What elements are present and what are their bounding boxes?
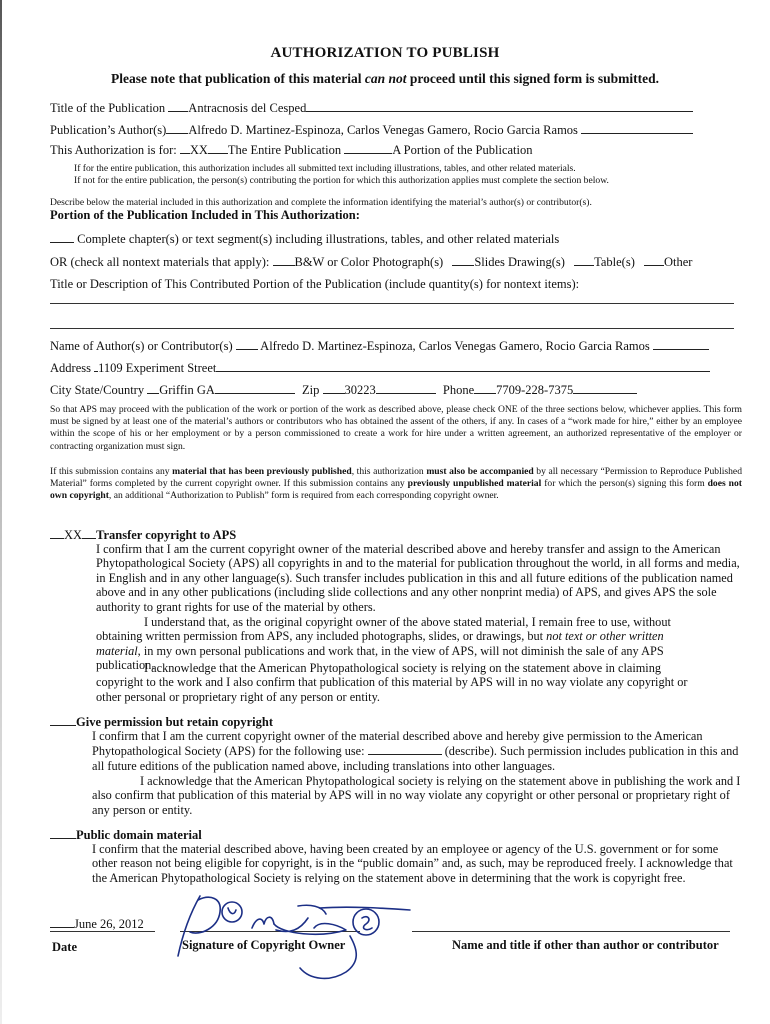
permission-p1-b: (describe). Such permission includes publication in this and all future editions of the publication named above, including translations into other languages. (92, 744, 739, 773)
form-note (0, 71, 770, 87)
p2-e: by all necessary “Permission to Reproduce Published Material” forms completed by the current copyright owner. If this submission contains any (50, 466, 742, 490)
signature-stroke-10 (300, 936, 356, 978)
signature-stroke-6 (298, 905, 326, 914)
signature-stroke-3 (228, 908, 236, 914)
permission-para-2: I acknowledge that the American Phytopathological society is relying on the statement above in publishing the work and I also confirm that publication of this material by APS will in no way violate any copyright or other personal or proprietary right of any person or entity. (92, 774, 741, 817)
address-row (50, 360, 710, 376)
p2-c: , this authorization (351, 466, 427, 477)
title-label: Title of the Publication (50, 101, 166, 115)
date-row (50, 916, 144, 932)
permission-p1-a: I confirm that I am the current copyright owner of the material described above and hereby give permission to the American Phytopathological Society (APS) for the following use: (92, 729, 703, 759)
scope-portion: A Portion of the Publication (392, 143, 533, 157)
other-label: Other (664, 255, 693, 269)
form-title: AUTHORIZATION TO PUBLISH (270, 45, 500, 61)
authors-value[interactable]: Alfredo D. Martinez-Espinoza, Carlos Venegas Gamero, Rocio Garcia Ramos (188, 123, 578, 137)
nontext-row (50, 254, 692, 270)
note-prefix: Please note that publication of this material (110, 71, 365, 86)
signature-stroke-8 (362, 917, 372, 930)
permission-para-1 (92, 729, 744, 773)
p2-a: If this submission contains any (50, 466, 173, 477)
complete-chapters-label: Complete chapter(s) or text segment(s) including illustrations, tables, and other related materials (77, 232, 560, 246)
signature-loop-1 (222, 902, 242, 922)
transfer-heading-row (50, 527, 236, 543)
permission-heading-row (50, 714, 273, 730)
note-suffix: proceed until this signed form is submitted. (406, 71, 660, 86)
slides-checkbox[interactable] (452, 254, 474, 266)
other-checkbox[interactable] (644, 254, 664, 266)
public-domain-heading: Public domain material (76, 828, 202, 842)
zip-label: Zip (302, 383, 320, 397)
bw-checkbox[interactable] (273, 254, 295, 266)
public-domain-checkbox[interactable] (50, 827, 76, 839)
description-line-1[interactable] (50, 303, 734, 304)
instructions-para-2 (50, 466, 742, 503)
zip-value[interactable]: 30223 (344, 383, 376, 397)
complete-chapters-checkbox[interactable] (50, 231, 74, 243)
permission-heading: Give permission but retain copyright (76, 715, 273, 729)
scope-mark-entire[interactable]: XX (189, 143, 208, 157)
transfer-p2-a: I understand that, as the original copyright owner of the above stated material, I remain free to use, without obtaining written permission from APS, any included photographs, slides, or drawings, but (96, 615, 671, 644)
names-row (50, 338, 709, 354)
authors-label: Publication’s Author(s) (50, 123, 167, 137)
city-value[interactable]: Griffin GA (159, 383, 215, 397)
description-label: Title or Description of This Contributed Portion of the Publication (include quantity(s) for nontext items): (50, 277, 580, 291)
tables-checkbox[interactable] (574, 254, 594, 266)
bw-label: B&W or Color Photograph(s) (294, 255, 444, 269)
phone-label: Phone (442, 383, 475, 397)
describe-text: Describe below the material included in this authorization and complete the information identifying the material’s author(s) or contributor(s). (50, 197, 592, 208)
signature-loop-2 (353, 909, 379, 935)
names-label: Name of Author(s) or Contributor(s) (50, 339, 233, 353)
transfer-para-1: I confirm that I am the current copyright owner of the material described above and hereby transfer and assign to the American Phytopathological Society (APS) all copyrights in and to the material for publication throughout the world, in all forms and media, in English and in any other language(s). Such transfer includes publication in this and all future editions of the publication named above and in any other publications (including slide collections and any other nonprint media) of APS, and gives APS the sole authority to grant rights for use of the material by others. (96, 542, 740, 614)
signature-stroke-4 (252, 917, 274, 928)
signature-stroke-2 (190, 897, 220, 933)
portion-heading: Portion of the Publication Included in This Authorization: (50, 208, 360, 222)
p2-h: does not own copyright (50, 478, 742, 502)
permission-use-field[interactable] (368, 743, 442, 755)
authors-row (50, 122, 693, 138)
transfer-p2-b: not text or other written material (96, 629, 664, 658)
tables-label: Table(s) (594, 255, 635, 269)
permission-checkbox[interactable] (50, 714, 76, 726)
title-row (50, 100, 693, 116)
p2-f: previously unpublished material (407, 478, 542, 490)
p2-g: for which the person(s) signing this form (541, 478, 708, 490)
names-value[interactable]: Alfredo D. Martinez-Espinoza, Carlos Venegas Gamero, Rocio Garcia Ramos (260, 339, 650, 353)
transfer-heading: Transfer copyright to APS (96, 528, 237, 542)
description-line-2[interactable] (50, 328, 734, 329)
nontext-label: OR (check all nontext materials that apply): (50, 255, 270, 269)
complete-chapters-row (50, 231, 559, 247)
signature-stroke-5 (274, 924, 346, 935)
scope-note-2: If not for the entire publication, the person(s) contributing the portion for which this authorization applies must complete the section below. (74, 175, 609, 186)
p2-i: , an additional “Authorization to Publish” form is required from each corresponding copyright owner. (108, 490, 499, 502)
public-domain-heading-row (50, 827, 202, 843)
transfer-p2-c: , in my own personal publications and work that, in the view of APS, will not diminish the sale of any APS publication. (96, 643, 664, 673)
date-value[interactable]: June 26, 2012 (74, 917, 144, 931)
scope-label: This Authorization is for: (50, 143, 177, 157)
note-emphasis: can not (364, 71, 407, 86)
title-value[interactable]: Antracnosis del Cesped (188, 101, 307, 115)
scan-edge (0, 0, 2, 1024)
city-row (50, 382, 637, 398)
p2-b: material that has been previously published (172, 466, 352, 477)
scope-entire: The Entire Publication (227, 143, 342, 157)
name-title-label: Name and title if other than author or contributor (452, 938, 719, 952)
transfer-para-3: I acknowledge that the American Phytopathological society is relying on the statement above in claiming copyright to the work and I also confirm that publication of this material by APS will in no way violate any copyright or other personal or proprietary right of any person or entity. (96, 661, 688, 704)
instructions-para-1: So that APS may proceed with the publication of the work or portion of the work as described above, please check ONE of the three sections below, whichever applies. This form must be signed by at least one of the material’s authors or contributors who has obtained the assent of the others, if any. In cases of a “work made for hire,” either by an employee within the scope of his or her employment or by a person commissioned to create a work for hire under a written agreement, an authorized representative of the employer or contracting organization must sign. (50, 404, 742, 452)
handwritten-signature[interactable] (170, 888, 430, 988)
scope-row (50, 142, 533, 158)
p2-d: must also be accompanied (426, 466, 534, 477)
signature-stroke-1 (178, 896, 200, 956)
signature-label: Signature of Copyright Owner (182, 938, 346, 952)
address-value[interactable]: 1109 Experiment Street (98, 361, 217, 375)
phone-value[interactable]: 7709-228-7375 (496, 383, 574, 397)
name-title-line[interactable] (412, 931, 730, 932)
address-label: Address (50, 361, 91, 375)
city-label: City State/Country (50, 383, 145, 397)
date-line (50, 931, 155, 932)
public-domain-para: I confirm that the material described above, having been created by an employee or agency of the U.S. government or for some other reason not being eligible for copyright, is in the “public domain” and, as such, may be reproduced freely. I acknowledge that the American Phytopathological Society is relying on the statement above in determining that the work is copyright free. (92, 842, 733, 885)
scope-note-1: If for the entire publication, this authorization includes all submitted text including illustrations, tables, and other related materials. (74, 163, 576, 174)
transfer-mark[interactable]: XX (64, 528, 83, 542)
date-label: Date (52, 940, 77, 954)
slides-label: Slides Drawing(s) (474, 255, 565, 269)
